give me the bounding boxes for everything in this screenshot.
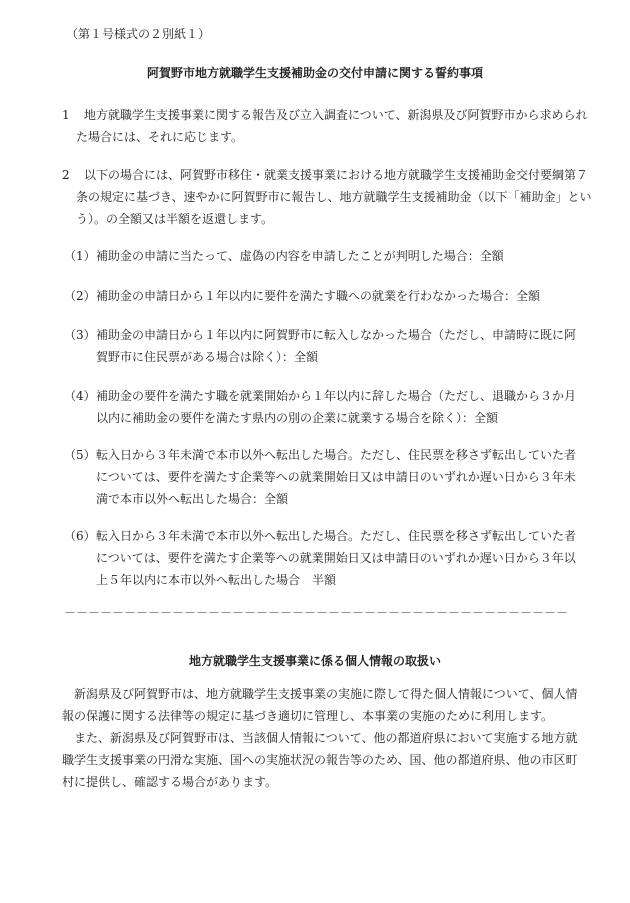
condition-number: （1） <box>64 249 96 263</box>
privacy-title: 地方就職学生支援事業に係る個人情報の取扱い <box>188 654 441 668</box>
condition-text: 転入日から３年未満で本市以外へ転出した場合。ただし、住民票を移さず転出していた者については、要件を満たす企業等への就業開始日又は申請日のいずれか遅い日から３年未満で本市以外へ転出した場合：全額 <box>96 448 577 506</box>
condition-number: （3） <box>64 328 96 342</box>
pledge-item-text: 地方就職学生支援事業に関する報告及び立入調査について、新潟県及び阿賀野市から求められた場合には、それに応じます。 <box>76 108 588 144</box>
pledge-item-number: 2 <box>62 168 70 182</box>
pledge-item-1 <box>62 104 598 148</box>
page-title: 阿賀野市地方就職学生支援補助金の交付申請に関する誓約事項 <box>146 66 483 80</box>
privacy-paragraph-1: 新潟県及び阿賀野市は、地方就職学生支援事業の実施に際して得た個人情報について、個人情報の保護に関する法律等の規定に基づき適切に管理し、本事業の実施のために利用します。 <box>62 687 578 723</box>
refund-condition-1 <box>64 245 584 267</box>
condition-number: （6） <box>64 529 96 543</box>
refund-condition-6 <box>64 525 584 591</box>
refund-condition-3 <box>64 324 584 368</box>
condition-text: 補助金の要件を満たす職を就業開始から１年以内に辞した場合（ただし、退職から３か月以内に補助金の要件を満たす県内の別の企業に就業する場合を除く）：全額 <box>96 389 577 425</box>
pledge-item-number: 1 <box>62 108 70 122</box>
condition-text: 転入日から３年未満で本市以外へ転出した場合。ただし、住民票を移さず転出していた者については、要件を満たす企業等への就業開始日又は申請日のいずれか遅い日から３年以上５年以内に本市以外へ転出した場合 半額 <box>96 529 577 587</box>
pledge-item-2 <box>62 164 598 230</box>
refund-condition-5 <box>64 444 584 510</box>
pledge-item-text: 以下の場合には、阿賀野市移住・就業支援事業における地方就職学生支援補助金交付要綱第７条の規定に基づき、速やかに阿賀野市に報告し、地方就職学生支援補助金（以下「補助金」という）。の全額又は半額を返還します。 <box>76 168 592 226</box>
condition-text: 補助金の申請日から１年以内に要件を満たす職への就業を行わなかった場合：全額 <box>96 289 541 303</box>
section-divider: －－－－－－－－－－－－－－－－－－－－－－－－－－－－－－－－－－－－－－－－－－ <box>64 606 569 620</box>
condition-number: （4） <box>64 389 96 403</box>
condition-number: （5） <box>64 448 96 462</box>
refund-condition-2 <box>64 285 584 307</box>
condition-number: （2） <box>64 289 96 303</box>
condition-text: 補助金の申請に当たって、虚偽の内容を申請したことが判明した場合：全額 <box>96 249 504 263</box>
privacy-paragraph-2: また、新潟県及び阿賀野市は、当該個人情報について、他の都道府県において実施する地方就職学生支援事業の円滑な実施、国への実施状況の報告等のため、国、他の都道府県、他の市区町村に提供し、確認する場合があります。 <box>62 731 578 789</box>
form-label: （第１号様式の２別紙１） <box>66 27 211 41</box>
refund-condition-4 <box>64 385 584 429</box>
condition-text: 補助金の申請日から１年以内に阿賀野市に転入しなかった場合（ただし、申請時に既に阿賀野市に住民票がある場合は除く）：全額 <box>96 328 577 364</box>
